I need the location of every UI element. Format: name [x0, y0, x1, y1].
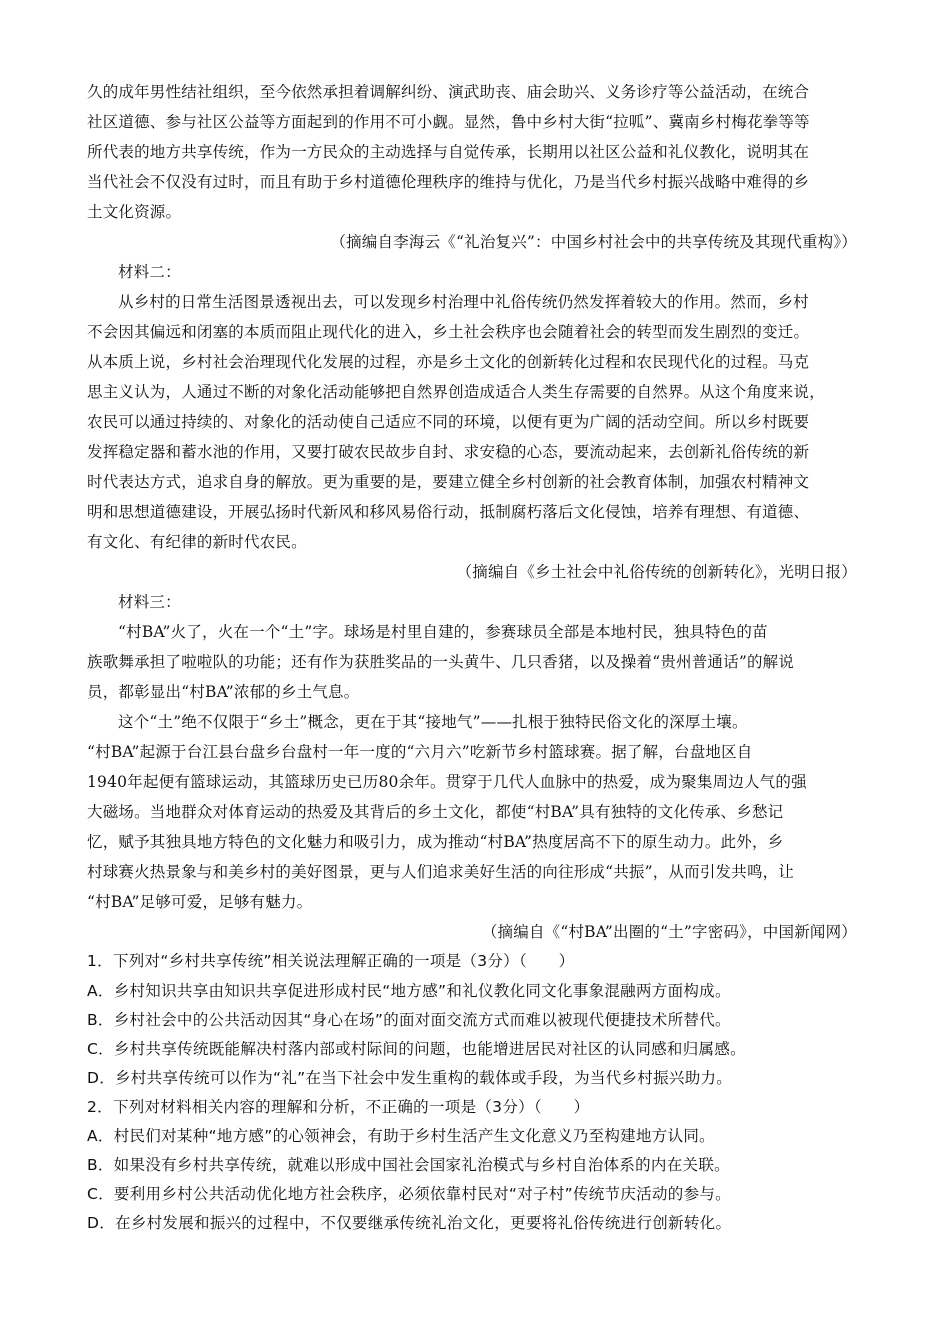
material2-line: 思主义认为，人通过不断的对象化活动能够把自然界创造成适合人类生存需要的自然界。从这个角度来说， — [87, 383, 825, 401]
material-heading: 材料二： — [118, 263, 181, 281]
answer-option[interactable]: C．要利用乡村公共活动优化地方社会秩序，必须依靠村民对“对子村”传统节庆活动的参与。 — [87, 1185, 731, 1203]
question-stem: 1．下列对“乡村共享传统”相关说法理解正确的一项是（3分）（ ） — [87, 952, 575, 970]
material3-line: “村BA”火了，火在一个“土”字。球场是村里自建的，参赛球员全部是本地村民，独具特色的苗 — [118, 623, 768, 641]
material3-line: 1940年起便有篮球运动，其篮球历史已历80余年。贯穿于几代人血脉中的热爱，成为聚集周边人气的强 — [87, 773, 807, 791]
material1-line: 土文化资源。 — [87, 203, 182, 221]
material3-line: 村球赛火热景象与和美乡村的美好图景，更与人们追求美好生活的向往形成“共振”，从而引发共鸣，让 — [87, 863, 795, 881]
material1-line: 所代表的地方共享传统，作为一方民众的主动选择与自觉传承，长期用以社区公益和礼仪教化，说明其在 — [87, 143, 810, 161]
material1-line: 社区道德、参与社区公益等方面起到的作用不可小觑。显然，鲁中乡村大街“拉呱”、冀南乡村梅花拳等等 — [87, 113, 810, 131]
material1-line: 久的成年男性结社组织，至今依然承担着调解纠纷、演武助丧、庙会助兴、义务诊疗等公益活动，在统合 — [87, 83, 810, 101]
material2-line: 有文化、有纪律的新时代农民。 — [87, 533, 307, 551]
material3-line: 忆，赋予其独具地方特色的文化魅力和吸引力，成为推动“村BA”热度居高不下的原生动力。此外，乡 — [87, 833, 784, 851]
answer-option[interactable]: D．在乡村发展和振兴的过程中，不仅要继承传统礼治文化，更要将礼俗传统进行创新转化。 — [87, 1214, 732, 1232]
material2-line: 明和思想道德建设，开展弘扬时代新风和移风易俗行动，抵制腐朽落后文化侵蚀，培养有理想、有道德、 — [87, 503, 810, 521]
material2-line: 从乡村的日常生活图景透视出去，可以发现乡村治理中礼俗传统仍然发挥着较大的作用。然而，乡村 — [118, 293, 809, 311]
material-heading: 材料三： — [118, 593, 181, 611]
material2-line: 从本质上说，乡村社会治理现代化发展的过程，亦是乡土文化的创新转化过程和农民现代化的过程。马克 — [87, 353, 810, 371]
material2-line: 时代表达方式，追求自身的解放。更为重要的是，要建立健全乡村创新的社会教育体制，加强农村精神文 — [87, 473, 810, 491]
material2-line: 发挥稳定器和蓄水池的作用，又要打破农民故步自封、求安稳的心态，要流动起来，去创新礼俗传统的新 — [87, 443, 810, 461]
material3-line: 员，都彰显出“村BA”浓郁的乡土气息。 — [87, 683, 360, 701]
material3-line: “村BA”起源于台江县台盘乡台盘村一年一度的“六月六”吃新节乡村篮球赛。据了解，台盘地区自 — [87, 743, 753, 761]
answer-option[interactable]: C．乡村共享传统既能解决村落内部或村际间的问题，也能增进居民对社区的认同感和归属感。 — [87, 1040, 746, 1058]
source-citation: （摘编自《乡土社会中礼俗传统的创新转化》，光明日报） — [456, 563, 857, 581]
material3-line: 族歌舞承担了啦啦队的功能；还有作为获胜奖品的一头黄牛、几只香猪，以及操着“贵州普通话”的解说 — [87, 653, 795, 671]
answer-option[interactable]: A．乡村知识共享由知识共享促进形成村民“地方感”和礼仪教化同文化事象混融两方面构成。 — [87, 982, 731, 1000]
material2-line: 不会因其偏远和闭塞的本质而阻止现代化的进入，乡土社会秩序也会随着社会的转型而发生剧烈的变迁。 — [87, 323, 810, 341]
material1-line: 当代社会不仅没有过时，而且有助于乡村道德伦理秩序的维持与优化，乃是当代乡村振兴战略中难得的乡 — [87, 173, 810, 191]
question-stem: 2．下列对材料相关内容的理解和分析，不正确的一项是（3分）（ ） — [87, 1098, 590, 1116]
source-citation: （摘编自《“村BA”出圈的“土”字密码》，中国新闻网） — [481, 923, 857, 941]
answer-option[interactable]: A．村民们对某种“地方感”的心领神会，有助于乡村生活产生文化意义乃至构建地方认同。 — [87, 1127, 715, 1145]
source-citation: （摘编自李海云《“礼治复兴”：中国乡村社会中的共享传统及其现代重构》） — [330, 233, 857, 251]
material3-line: 大磁场。当地群众对体育运动的热爱及其背后的乡土文化，都使“村BA”具有独特的文化传承、乡愁记 — [87, 803, 784, 821]
answer-option[interactable]: B．乡村社会中的公共活动因其“身心在场”的面对面交流方式而难以被现代便捷技术所替代。 — [87, 1011, 731, 1029]
material3-line: 这个“土”绝不仅限于“乡土”概念，更在于其“接地气”——扎根于独特民俗文化的深厚土壤。 — [118, 713, 748, 731]
material2-line: 农民可以通过持续的、对象化的活动使自己适应不同的环境，以便有更为广阔的活动空间。所以乡村既要 — [87, 413, 810, 431]
material3-line: “村BA”足够可爱，足够有魅力。 — [87, 893, 313, 911]
answer-option[interactable]: B．如果没有乡村共享传统，就难以形成中国社会国家礼治模式与乡村自治体系的内在关联。 — [87, 1156, 730, 1174]
answer-option[interactable]: D．乡村共享传统可以作为“礼”在当下社会中发生重构的载体或手段，为当代乡村振兴助力。 — [87, 1069, 733, 1087]
